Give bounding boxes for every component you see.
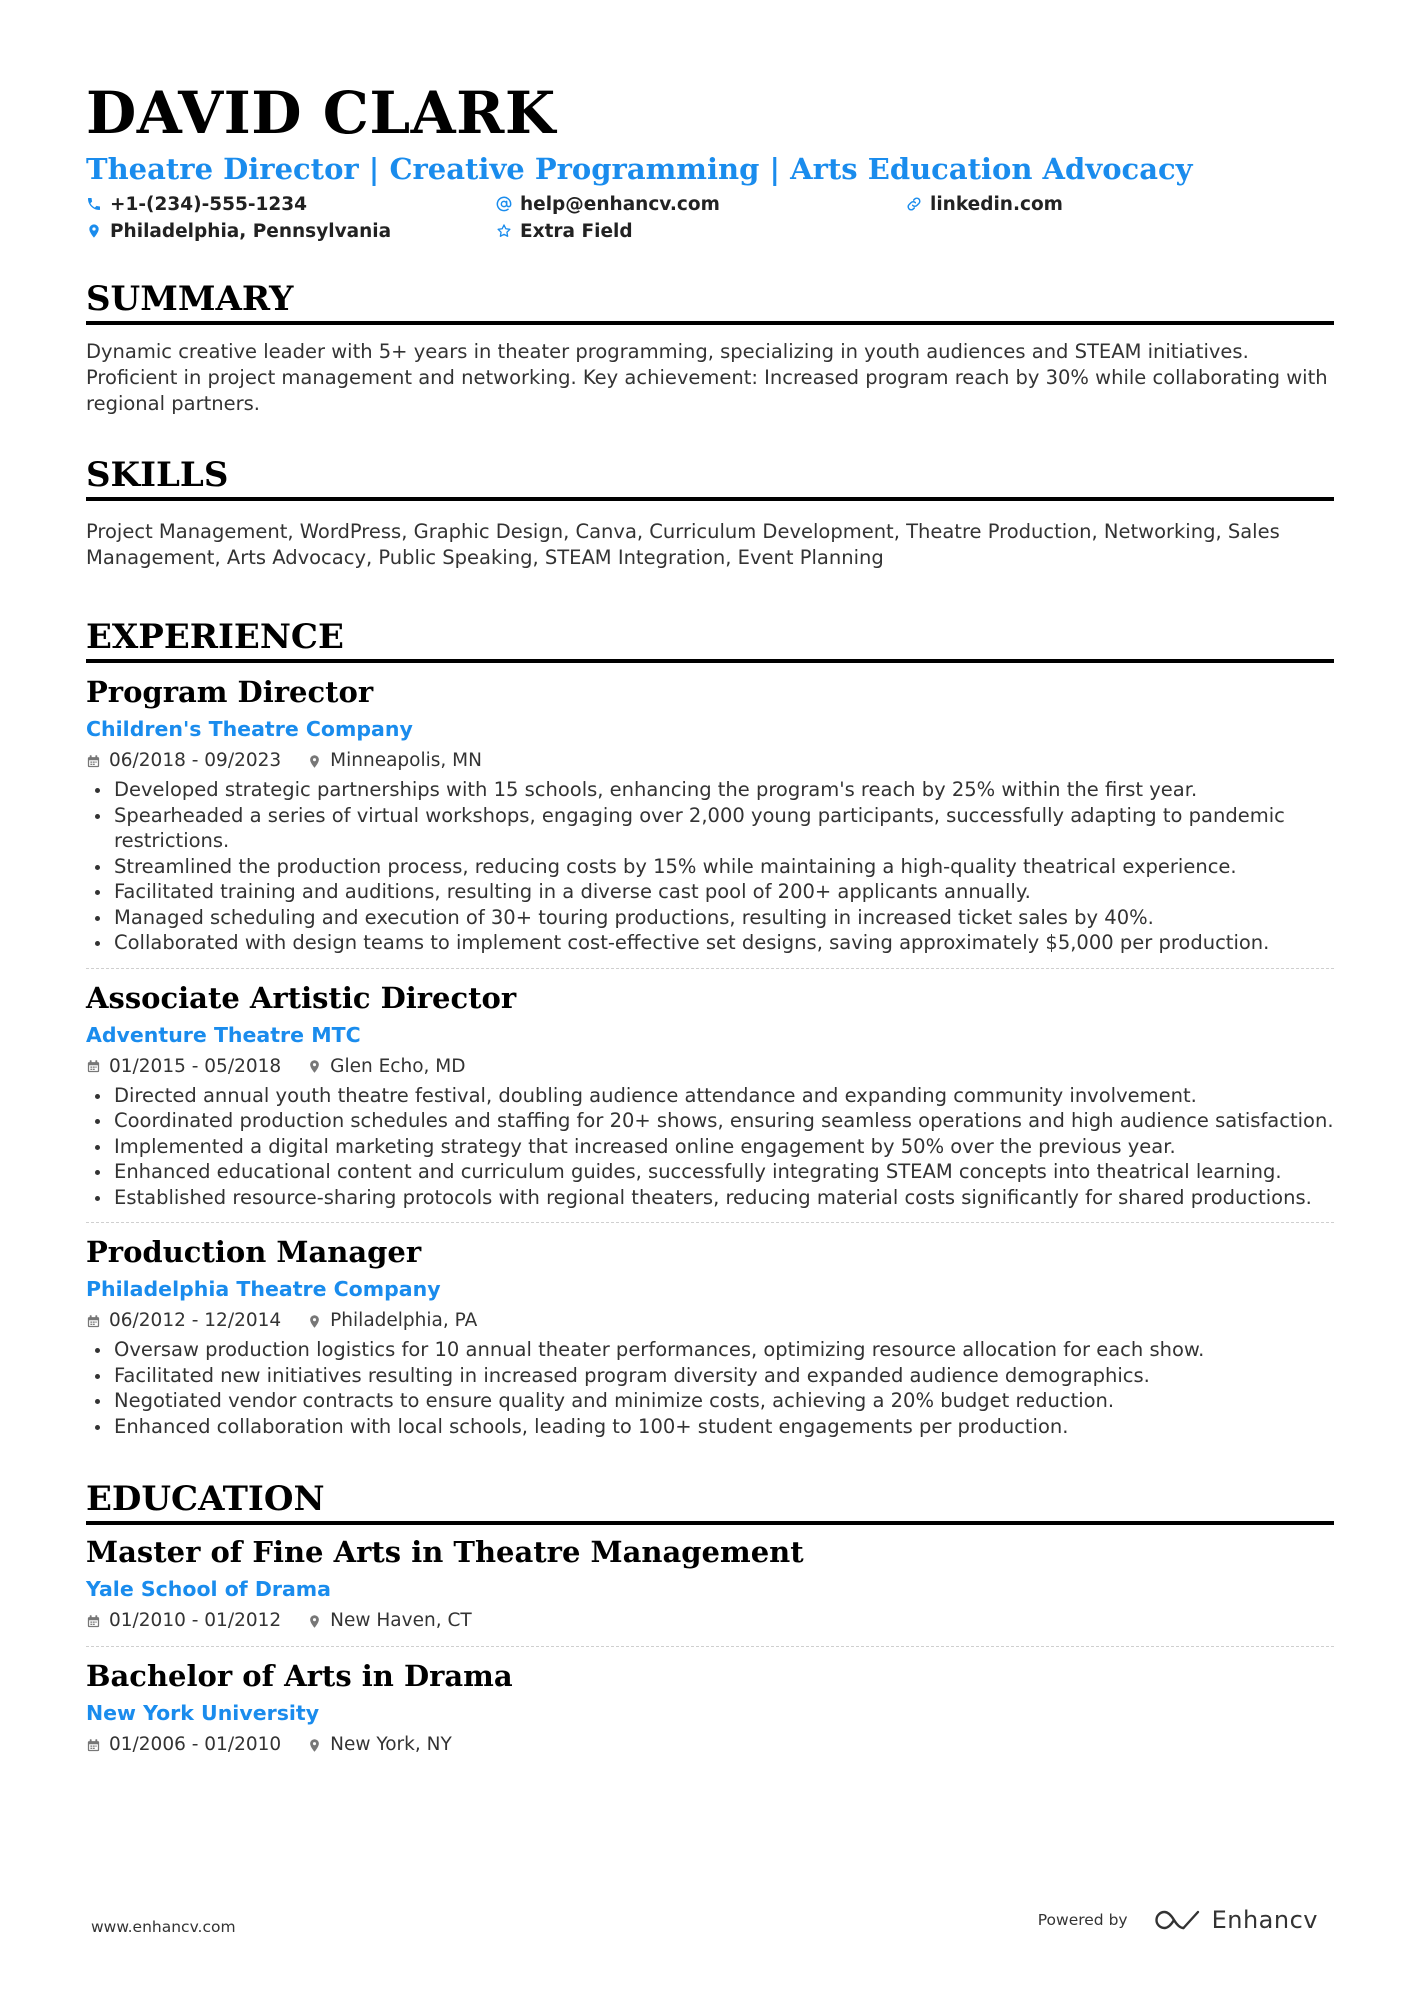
list-item: Oversaw production logistics for 10 annual theater performances, optimizing resource allocation for each show. xyxy=(86,1337,1334,1363)
list-item: Negotiated vendor contracts to ensure quality and minimize costs, achieving a 20% budget reduction. xyxy=(86,1388,1334,1414)
company-name: Adventure Theatre MTC xyxy=(86,1022,361,1047)
extra-field-text: Extra Field xyxy=(520,220,633,242)
footer-website[interactable]: www.enhancv.com xyxy=(91,1918,236,1936)
skills-text: Project Management, WordPress, Graphic Design, Canva, Curriculum Development, Theatre Production, Networking, Sales Management, Arts Advocacy, Public Speaking, STEAM Integration, Event Planning xyxy=(86,520,1280,569)
brand-name: Enhancv xyxy=(1211,1906,1318,1934)
job-dates: 06/2018 - 09/2023 xyxy=(109,750,282,771)
education-entry xyxy=(86,1657,1334,1758)
list-item: Facilitated training and auditions, resulting in a diverse cast pool of 200+ applicants annually. xyxy=(86,879,1334,905)
education-location: New Haven, CT xyxy=(330,1610,472,1631)
map-pin-icon xyxy=(307,754,322,769)
calendar-icon xyxy=(86,1614,101,1629)
education-location: New York, NY xyxy=(330,1734,452,1755)
job-title: Production Manager xyxy=(86,1235,422,1269)
job-bullets xyxy=(86,777,1334,956)
company-name: Children's Theatre Company xyxy=(86,717,413,741)
job-location: Philadelphia, PA xyxy=(330,1310,478,1331)
summary-text: Dynamic creative leader with 5+ years in theater programming, specializing in youth audiences and STEAM initiatives. Proficient in project management and networking. Key achievement: Increased program reach by 30% while collaborating with regional partners. xyxy=(86,340,1328,415)
job-meta xyxy=(86,748,1334,774)
contact-email[interactable] xyxy=(496,192,906,216)
job-meta xyxy=(86,1054,1334,1080)
list-item: Facilitated new initiatives resulting in increased program diversity and expanded audience demographics. xyxy=(86,1363,1334,1389)
link-icon xyxy=(906,196,922,212)
powered-by-label: Powered by xyxy=(1037,1911,1128,1929)
education-meta xyxy=(86,1732,1334,1758)
calendar-icon xyxy=(86,1738,101,1753)
contact-info xyxy=(86,192,1334,243)
education-dates: 01/2010 - 01/2012 xyxy=(109,1610,282,1631)
education-section xyxy=(86,1477,1334,1758)
experience-entry xyxy=(86,1233,1334,1439)
calendar-icon xyxy=(86,1059,101,1074)
map-pin-icon xyxy=(86,223,102,239)
experience-entry xyxy=(86,673,1334,956)
summary-section xyxy=(86,277,1334,417)
job-bullets xyxy=(86,1337,1334,1439)
list-item: Collaborated with design teams to implement cost-effective set designs, saving approximately $5,000 per production. xyxy=(86,930,1334,956)
list-item: Managed scheduling and execution of 30+ touring productions, resulting in increased ticket sales by 40%. xyxy=(86,905,1334,931)
job-meta xyxy=(86,1308,1334,1334)
list-item: Developed strategic partnerships with 15 schools, enhancing the program's reach by 25% within the first year. xyxy=(86,777,1334,803)
email-text: help@enhancv.com xyxy=(520,193,720,215)
education-title: EDUCATION xyxy=(86,1477,1334,1525)
contact-location xyxy=(86,219,496,243)
job-location: Minneapolis, MN xyxy=(330,750,482,771)
star-icon xyxy=(496,223,512,239)
degree-title: Bachelor of Arts in Drama xyxy=(86,1659,513,1693)
experience-section xyxy=(86,615,1334,1439)
education-entry xyxy=(86,1533,1334,1634)
list-item: Directed annual youth theatre festival, doubling audience attendance and expanding community involvement. xyxy=(86,1083,1334,1109)
list-item: Enhanced educational content and curriculum guides, successfully integrating STEAM concepts into theatrical learning. xyxy=(86,1159,1334,1185)
candidate-name: DAVID CLARK xyxy=(86,79,556,147)
job-dates: 01/2015 - 05/2018 xyxy=(109,1055,282,1077)
list-item: Enhanced collaboration with local schools, leading to 100+ student engagements per production. xyxy=(86,1414,1334,1440)
job-title: Associate Artistic Director xyxy=(86,980,517,1015)
list-item: Implemented a digital marketing strategy that increased online engagement by 50% over the previous year. xyxy=(86,1134,1334,1160)
linkedin-text: linkedin.com xyxy=(930,193,1063,215)
education-dates: 01/2006 - 01/2010 xyxy=(109,1734,282,1755)
map-pin-icon xyxy=(307,1738,322,1753)
list-item: Streamlined the production process, reducing costs by 15% while maintaining a high-quality theatrical experience. xyxy=(86,854,1334,880)
footer-branding xyxy=(1038,1906,1318,1934)
summary-title: SUMMARY xyxy=(86,277,1334,325)
contact-phone[interactable] xyxy=(86,192,496,216)
education-meta xyxy=(86,1608,1334,1634)
skills-section xyxy=(86,453,1334,571)
skills-title: SKILLS xyxy=(86,453,1334,501)
entry-divider xyxy=(86,1222,1334,1223)
experience-entry xyxy=(86,979,1334,1211)
list-item: Spearheaded a series of virtual workshops, engaging over 2,000 young participants, successfully adapting to pandemic restrictions. xyxy=(86,803,1334,854)
school-name: New York University xyxy=(86,1701,320,1725)
job-location: Glen Echo, MD xyxy=(330,1055,466,1077)
calendar-icon xyxy=(86,1314,101,1329)
resume-content xyxy=(86,76,1334,1758)
location-text: Philadelphia, Pennsylvania xyxy=(110,220,392,242)
phone-text: +1-(234)-555-1234 xyxy=(110,193,308,215)
job-dates: 06/2012 - 12/2014 xyxy=(109,1310,282,1331)
company-name: Philadelphia Theatre Company xyxy=(86,1277,441,1301)
contact-extra xyxy=(496,219,906,243)
brand-logo[interactable] xyxy=(1154,1906,1318,1934)
contact-linkedin[interactable] xyxy=(906,192,1316,216)
entry-divider xyxy=(86,1646,1334,1647)
list-item: Established resource-sharing protocols with regional theaters, reducing material costs significantly for shared productions. xyxy=(86,1185,1334,1211)
map-pin-icon xyxy=(307,1314,322,1329)
at-sign-icon xyxy=(496,196,512,212)
school-name: Yale School of Drama xyxy=(86,1577,331,1601)
candidate-tagline: Theatre Director | Creative Programming | Arts Education Advocacy xyxy=(86,152,1193,186)
entry-divider xyxy=(86,968,1334,969)
degree-title: Master of Fine Arts in Theatre Management xyxy=(86,1535,804,1569)
enhancv-logo-icon xyxy=(1154,1907,1202,1933)
resume-header xyxy=(86,76,1334,243)
phone-icon xyxy=(86,196,102,212)
calendar-icon xyxy=(86,754,101,769)
map-pin-icon xyxy=(307,1614,322,1629)
job-bullets xyxy=(86,1083,1334,1211)
map-pin-icon xyxy=(307,1059,322,1074)
job-title: Program Director xyxy=(86,675,374,709)
experience-title: EXPERIENCE xyxy=(86,615,1334,663)
list-item: Coordinated production schedules and staffing for 20+ shows, ensuring seamless operations and high audience satisfaction. xyxy=(86,1108,1334,1134)
